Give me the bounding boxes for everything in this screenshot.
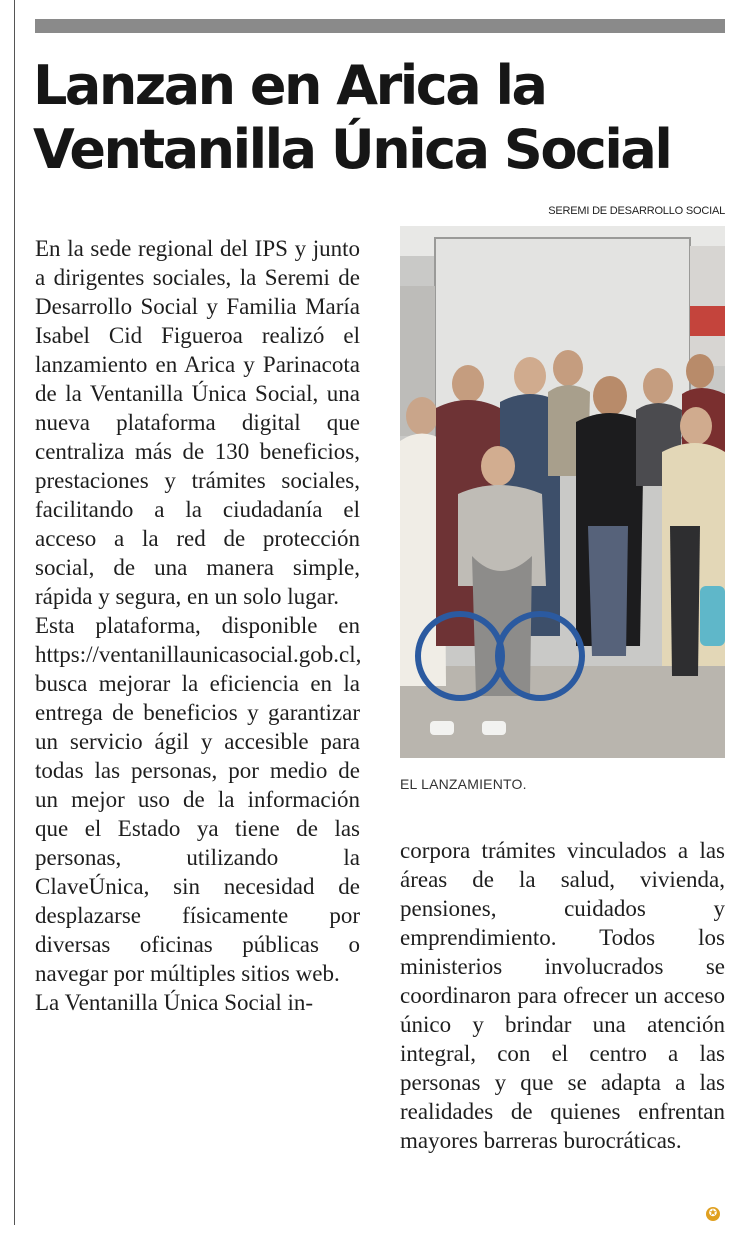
section-bar	[35, 19, 725, 33]
margin-rule	[14, 0, 15, 1225]
paragraph-2: Esta plataforma, disponible en https://ventanillaunicasocial.gob.cl, busca mejorar la eficiencia en la entrega de beneficios y garantizar un servicio ágil y accesible para todas las personas, por medio de un mejor uso de la información que el Estado ya tiene de las personas, utilizando la ClaveÚnica, sin necesidad de desplazarse físicamente por diversas oficinas públicas o navegar por múltiples sitios web.	[35, 613, 362, 986]
photo-caption: EL LANZAMIENTO.	[400, 776, 527, 792]
paragraph-3-start: La Ventanilla Única Social in-	[35, 990, 314, 1015]
star-icon: ✪	[706, 1207, 720, 1221]
paragraph-1: En la sede regional del IPS y junto a dirigentes sociales, la Seremi de Desarrollo Social y Familia María Isabel Cid Figueroa realizó el lanzamiento en Arica y Parinacota de la Ventanilla Única Social, una nueva plataforma digital que centraliza más de 130 beneficios, prestaciones y trámites sociales, facilitando a la ciudadanía el acceso a la red de protección social, de una manera simple, rápida y segura, en un solo lugar.	[35, 236, 360, 609]
body-column-right	[400, 836, 725, 1155]
body-column-left	[35, 234, 360, 1017]
paragraph-3-continued: corpora trámites vinculados a las áreas de la salud, vivienda, pensiones, cuidados y emprendimiento. Todos los ministerios involucrados se coordinaron para ofrecer un acceso único y brindar una atención integral, con el centro a las personas y que se adapta a las realidades de quienes enfrentan mayores barreras burocráticas.	[400, 838, 725, 1153]
headline: Lanzan en Arica la Ventanilla Única Social	[33, 54, 671, 181]
photo-credit: SEREMI DE DESARROLLO SOCIAL	[548, 205, 725, 217]
article-photo	[400, 226, 725, 758]
